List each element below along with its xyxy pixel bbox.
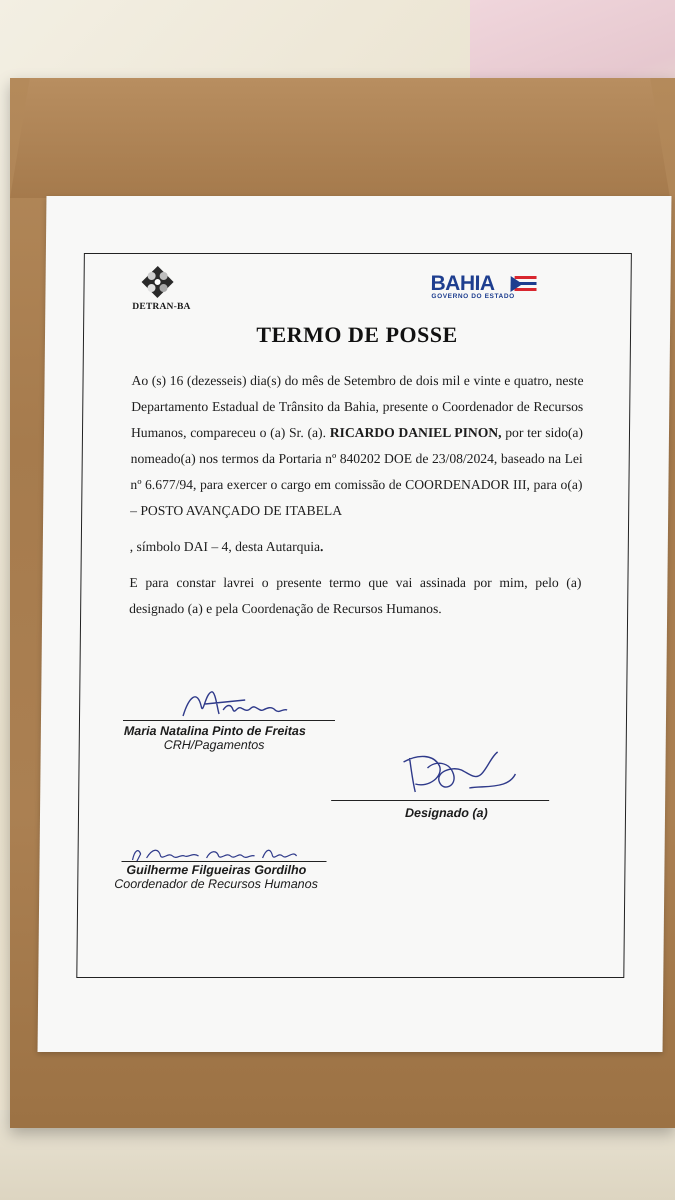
paragraph-symbol: [130, 534, 582, 560]
signatory-role: Coordenador de Recursos Humanos: [114, 877, 318, 891]
signature-line: [331, 800, 549, 801]
signatory-role: CRH/Pagamentos: [163, 738, 265, 752]
paragraph-text: , símbolo DAI – 4, desta Autarquia: [129, 539, 321, 554]
handwritten-signature-designado: [399, 748, 520, 800]
paragraph-text: Ao (s) 16 (dezesseis) dia(s) do mês de Setembro de dois mil e vinte e quatro, neste Departamento Estadual de Trânsito da Bahia, presente o Coordenador de Recursos Humanos, compareceu o (a) Sr. (a).: [130, 373, 584, 440]
detran-logo-icon: [139, 264, 175, 300]
signature-block-crh: [124, 724, 306, 752]
signature-block-designado: [405, 806, 488, 820]
paragraph-text: por ter sido(a) nomeado(a) nos termos da Portaria nº 840202 DOE de 23/08/2024, baseado na Lei nº 6.677/94, para exercer o cargo em comissão de COORDENADOR III, para o(a) – POSTO AVANÇADO DE ITABELA: [130, 425, 584, 518]
envelope-flap: [10, 78, 670, 198]
bahia-logo: [430, 272, 550, 306]
person-name: RICARDO DANIEL PINON,: [329, 425, 502, 440]
signature-line: [123, 720, 335, 721]
signature-block-coordenador: [114, 863, 318, 891]
bahia-logo-subtitle: GOVERNO DO ESTADO: [431, 293, 515, 300]
signature-line: [122, 861, 327, 862]
paragraph-appointment: [130, 368, 584, 524]
signatory-name: Guilherme Filgueiras Gordilho: [126, 863, 307, 877]
document-frame: [76, 253, 632, 978]
flag-icon: [510, 274, 536, 294]
signatory-name: Designado (a): [404, 806, 488, 820]
signatory-name: Maria Natalina Pinto de Freitas: [123, 724, 306, 738]
document-title: TERMO DE POSSE: [256, 322, 458, 347]
paragraph-closing: E para constar lavrei o presente termo que vai assinada por mim, pelo (a) designado (a) e pela Coordenação de Recursos Humanos.: [129, 575, 582, 616]
paragraph-text: .: [320, 539, 324, 554]
bahia-logo-word: BAHIA: [430, 272, 495, 295]
document-page: [38, 196, 672, 1052]
org-label: DETRAN-BA: [132, 302, 191, 312]
document-body: [129, 368, 584, 622]
